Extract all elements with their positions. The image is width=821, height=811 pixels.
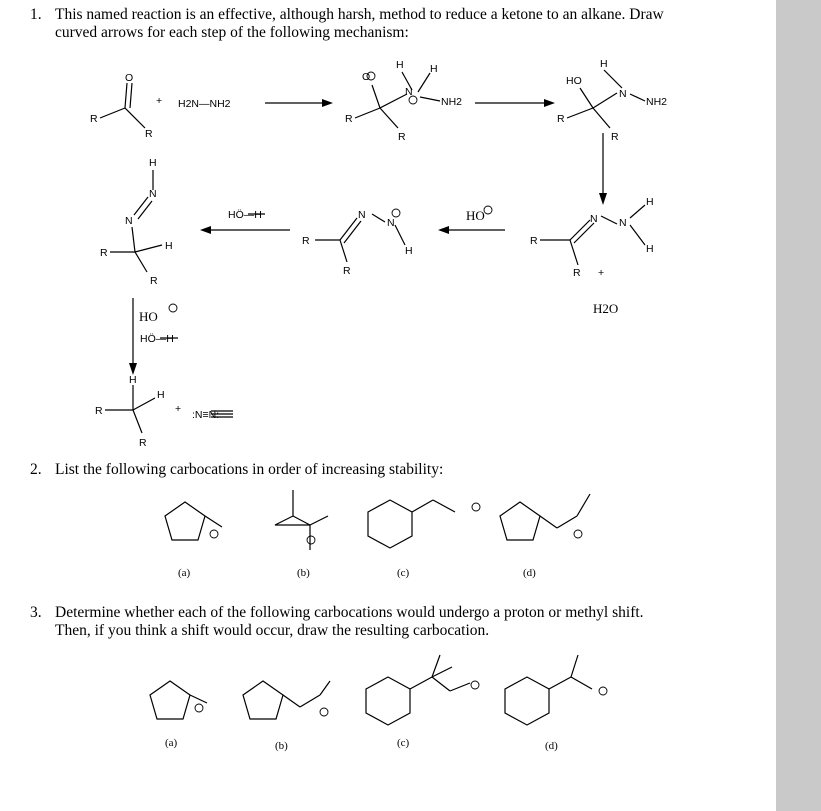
hydrogen: H [129, 374, 137, 386]
r-group: R [95, 405, 103, 417]
hydrogen: H [165, 240, 173, 252]
q3-label-d: (d) [545, 740, 558, 752]
q3-carbocations [0, 645, 776, 765]
nitrogen-gas: :N≡N: [192, 409, 220, 421]
r-group: R [145, 128, 153, 140]
amino-group: NH2 [646, 96, 668, 108]
hydrazine: H2N—NH2 [178, 98, 231, 110]
r-group: R [530, 235, 538, 247]
q2-carbocations [0, 480, 776, 600]
question-number: 1. [30, 6, 42, 23]
r-group: R [150, 275, 158, 287]
nitrogen-atom: N [125, 215, 133, 227]
nitrogen-anion: N [387, 217, 395, 229]
nitrogen-atom: N [149, 188, 157, 200]
q3-label-c: (c) [397, 737, 410, 749]
q2-label-a: (a) [178, 567, 191, 579]
hydrogen: H [396, 59, 404, 71]
nitrogen-atom: N [619, 88, 627, 100]
plus-sign: + [156, 95, 163, 107]
water-product: H2O [593, 301, 619, 316]
q3-label-a: (a) [165, 737, 178, 749]
amino-group: NH2 [441, 96, 463, 108]
q2-label-b: (b) [297, 567, 310, 579]
q3-label-b: (b) [275, 740, 288, 752]
r-group: R [343, 265, 351, 277]
plus-sign: + [175, 403, 182, 415]
hydrogen: H [600, 58, 608, 70]
question-text-line2: Then, if you think a shift would occur, draw the resulting carbocation. [55, 622, 490, 639]
hydrogen: H [149, 157, 157, 169]
hydrogen: H [430, 63, 438, 75]
hydroxide-ion: HO [466, 208, 485, 223]
r-group: R [100, 247, 108, 259]
side-gutter [776, 0, 821, 811]
water-reagent: HÖ—H [228, 209, 262, 221]
r-group: R [90, 113, 98, 125]
question-text-line1: List the following carbocations in order of increasing stability: [55, 461, 444, 478]
question-text-line1: Determine whether each of the following carbocations would undergo a proton or methyl shift. [55, 604, 644, 621]
plus-sign: + [598, 267, 605, 279]
hydrogen: H [646, 196, 654, 208]
hydrogen: H [646, 243, 654, 255]
r-group: R [398, 131, 406, 143]
r-group: R [573, 267, 581, 279]
hydrogen: H [405, 245, 413, 257]
hydrogen: H [157, 389, 165, 401]
nitrogen-atom: N [358, 209, 366, 221]
r-group: R [611, 131, 619, 143]
question-number: 3. [30, 604, 42, 621]
r-group: R [139, 437, 147, 449]
r-group: R [302, 235, 310, 247]
hydroxide-ion: HO [139, 309, 158, 324]
oxygen-anion: O [362, 71, 371, 83]
nitrogen-atom: N [405, 86, 413, 98]
r-group: R [345, 113, 353, 125]
oxygen-atom: O [125, 72, 134, 84]
q2-label-d: (d) [523, 567, 536, 579]
r-group: R [557, 113, 565, 125]
question-text-line1: This named reaction is an effective, although harsh, method to reduce a ketone to an alkane. Draw [55, 6, 664, 23]
water-reagent: HÖ—H [140, 333, 174, 345]
nitrogen-atom: N [619, 217, 627, 229]
q2-label-c: (c) [397, 567, 410, 579]
hydroxyl: HO [566, 75, 582, 87]
nitrogen-atom: N [590, 213, 598, 225]
question-number: 2. [30, 461, 42, 478]
question-text-line2: curved arrows for each step of the following mechanism: [55, 24, 409, 41]
